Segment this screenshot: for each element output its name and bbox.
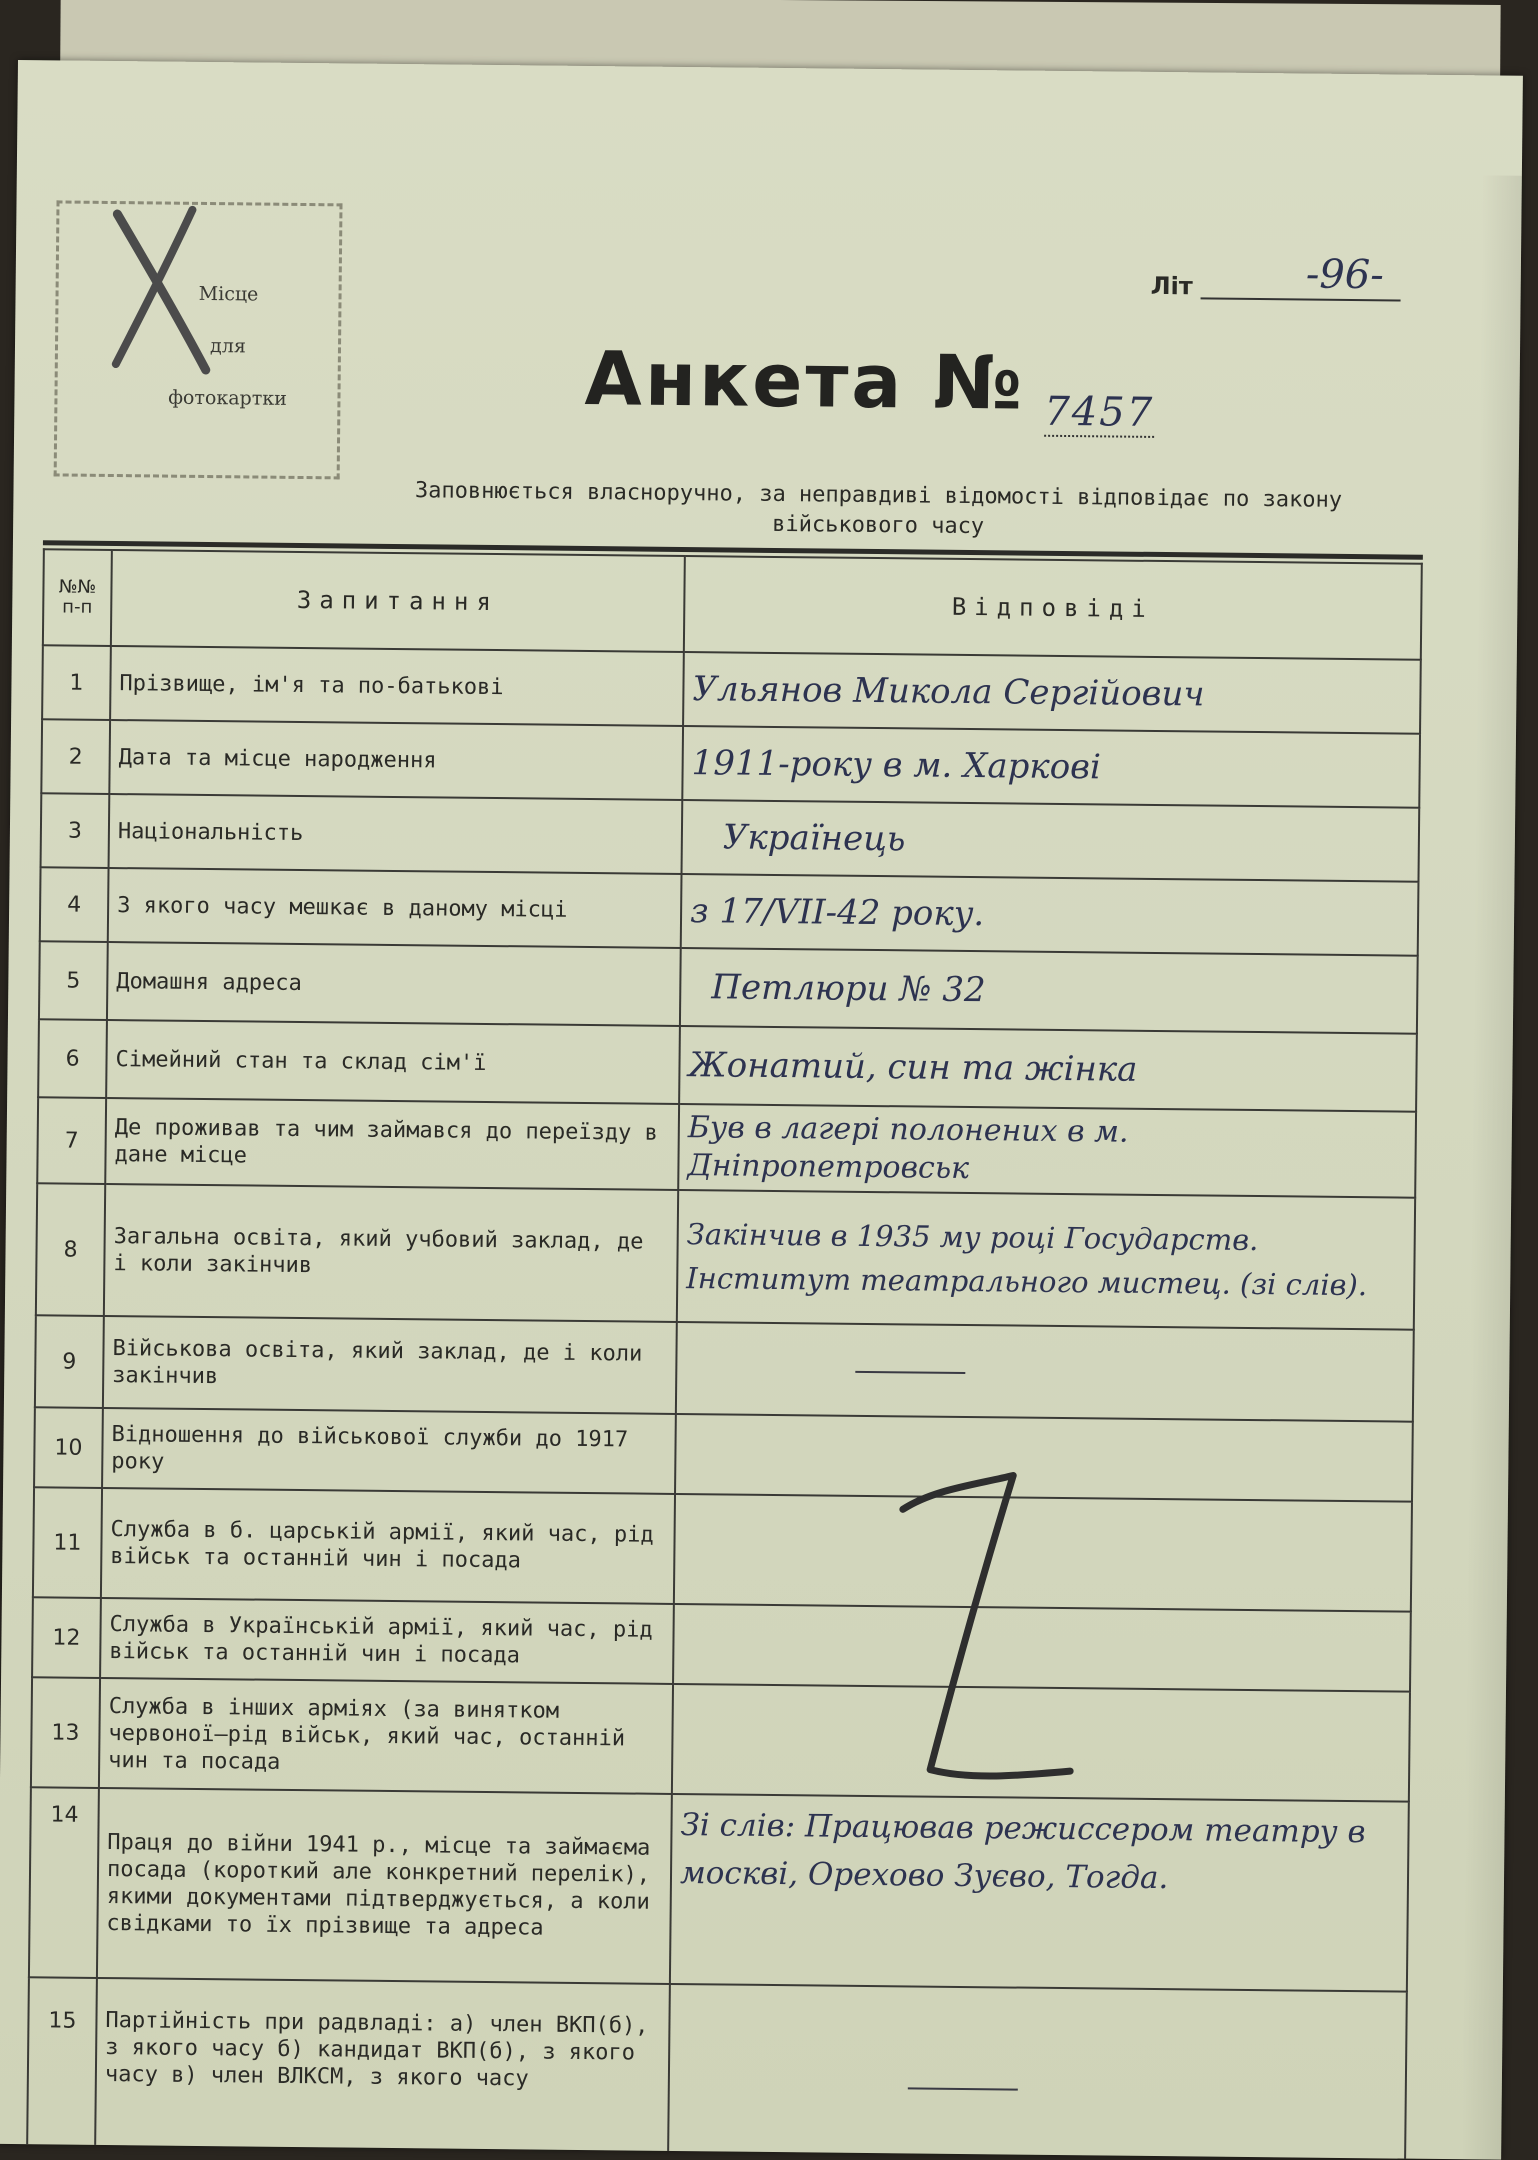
row-question: Праця до війни 1941 р., місце та займаєма посада (короткий але конкретний перелік), якими документами підтверджується, а коли свідками то їх прізвище та адреса bbox=[97, 1788, 672, 1984]
photo-label-line3: фотокартки bbox=[168, 386, 287, 410]
lit-label: Літ bbox=[1150, 271, 1193, 301]
row-answer: Петлюри № 32 bbox=[680, 948, 1418, 1034]
row-question: Де проживав та чим займався до переїзду в дане місце bbox=[105, 1098, 679, 1190]
header-num: №№ п-п bbox=[43, 549, 112, 646]
form-number: 7457 bbox=[1044, 388, 1155, 436]
table-row bbox=[33, 1487, 1412, 1611]
row-answer: Закінчив в 1935 му році Государств. Інститут театрального мистец. (зі слів). bbox=[677, 1190, 1415, 1330]
row-answer bbox=[668, 1984, 1407, 2160]
row-question: Партійність при радвладі: а) член ВКП(б), з якого часу б) кандидат ВКП(б), з якого часу в) член ВЛКСМ, з якого часу bbox=[95, 1978, 670, 2160]
table-row bbox=[29, 1787, 1409, 1991]
lit-value: -96- bbox=[1305, 251, 1384, 299]
header-answer: Відповіді bbox=[684, 556, 1422, 660]
subtitle-line1: Заповнюється власноручно, за неправдиві відомості відповідає по закону bbox=[414, 478, 1343, 513]
row-num: 8 bbox=[36, 1183, 105, 1316]
row-answer: з 17/VII-42 року. bbox=[681, 874, 1419, 956]
row-question: Служба в інших арміях (за винятком червоної—рід військ, який час, останній чин та посада bbox=[99, 1678, 673, 1794]
row-answer: Ульянов Микола Сергійович bbox=[683, 652, 1421, 734]
row-answer: 1911-року в м. Харкові bbox=[682, 726, 1420, 808]
row-num: 1 bbox=[42, 645, 111, 720]
row-question: Відношення до військової служби до 1917 року bbox=[102, 1408, 676, 1494]
page-edge-shadow bbox=[1461, 175, 1522, 2159]
row-num: 4 bbox=[40, 867, 109, 942]
table-row bbox=[34, 1407, 1413, 1501]
row-answer: Зі слів: Працював режиссером театру в москві, Орехово Зуєво, Тогда. bbox=[670, 1794, 1409, 1992]
table-row bbox=[39, 941, 1418, 1033]
table-row bbox=[40, 867, 1419, 955]
row-num: 5 bbox=[39, 941, 108, 1020]
document-page bbox=[0, 60, 1523, 2160]
row-answer bbox=[676, 1322, 1414, 1422]
row-question: З якого часу мешкає в даному місці bbox=[108, 868, 682, 948]
row-num: 6 bbox=[38, 1019, 107, 1098]
row-num: 15 bbox=[27, 1977, 97, 2159]
table-row bbox=[36, 1183, 1415, 1329]
table-row bbox=[42, 645, 1421, 733]
row-question: Прізвище, ім'я та по-батькові bbox=[110, 646, 684, 726]
blank-dash bbox=[855, 1371, 965, 1374]
row-question: Дата та місце народження bbox=[109, 720, 683, 800]
row-num: 7 bbox=[37, 1097, 106, 1184]
subtitle-line2: військового часу bbox=[772, 511, 985, 540]
row-num: 2 bbox=[41, 719, 110, 794]
row-question: Домашня адреса bbox=[107, 942, 681, 1026]
row-answer: Був в лагері полонених в м. Дніпропетровськ bbox=[678, 1104, 1416, 1198]
row-num: 10 bbox=[34, 1407, 103, 1488]
table-row bbox=[41, 719, 1420, 807]
table-header-row bbox=[43, 549, 1422, 659]
row-question: Військова освіта, який заклад, де і коли закінчив bbox=[103, 1316, 677, 1414]
form-title: Анкета № bbox=[584, 335, 1026, 427]
row-num: 14 bbox=[29, 1787, 99, 1978]
handwritten-z-strike bbox=[890, 1469, 1083, 1801]
table-row bbox=[35, 1315, 1414, 1421]
table-row bbox=[31, 1677, 1410, 1801]
row-question: Служба в Українській армії, який час, рід військ та останній чин і посада bbox=[100, 1598, 674, 1684]
row-question: Служба в б. царській армії, який час, рід військ та останній чин і посада bbox=[101, 1488, 675, 1604]
row-answer: Українець bbox=[682, 800, 1420, 882]
row-answer: Жонатий, син та жінка bbox=[679, 1026, 1417, 1112]
table-row bbox=[38, 1019, 1417, 1111]
photo-label-line2: для bbox=[210, 335, 247, 358]
row-question: Сімейний стан та склад сім'ї bbox=[106, 1020, 680, 1104]
row-question: Національність bbox=[109, 794, 683, 874]
table-row bbox=[32, 1597, 1411, 1691]
row-num: 3 bbox=[41, 793, 110, 868]
photo-label-line1: Місце bbox=[198, 282, 259, 306]
row-question: Загальна освіта, який учбовий заклад, де і коли закінчив bbox=[104, 1184, 678, 1322]
row-num: 13 bbox=[31, 1677, 100, 1788]
header-question: Запитання bbox=[111, 550, 685, 652]
form-subtitle bbox=[358, 476, 1399, 547]
photo-placeholder-box bbox=[54, 200, 343, 479]
table-row bbox=[27, 1977, 1407, 2159]
blank-dash bbox=[908, 2087, 1018, 2090]
questionnaire-table bbox=[26, 548, 1423, 2159]
table-row bbox=[37, 1097, 1416, 1197]
row-num: 12 bbox=[32, 1597, 101, 1678]
row-num: 11 bbox=[33, 1487, 102, 1598]
row-num: 9 bbox=[35, 1315, 104, 1408]
table-row bbox=[41, 793, 1420, 881]
